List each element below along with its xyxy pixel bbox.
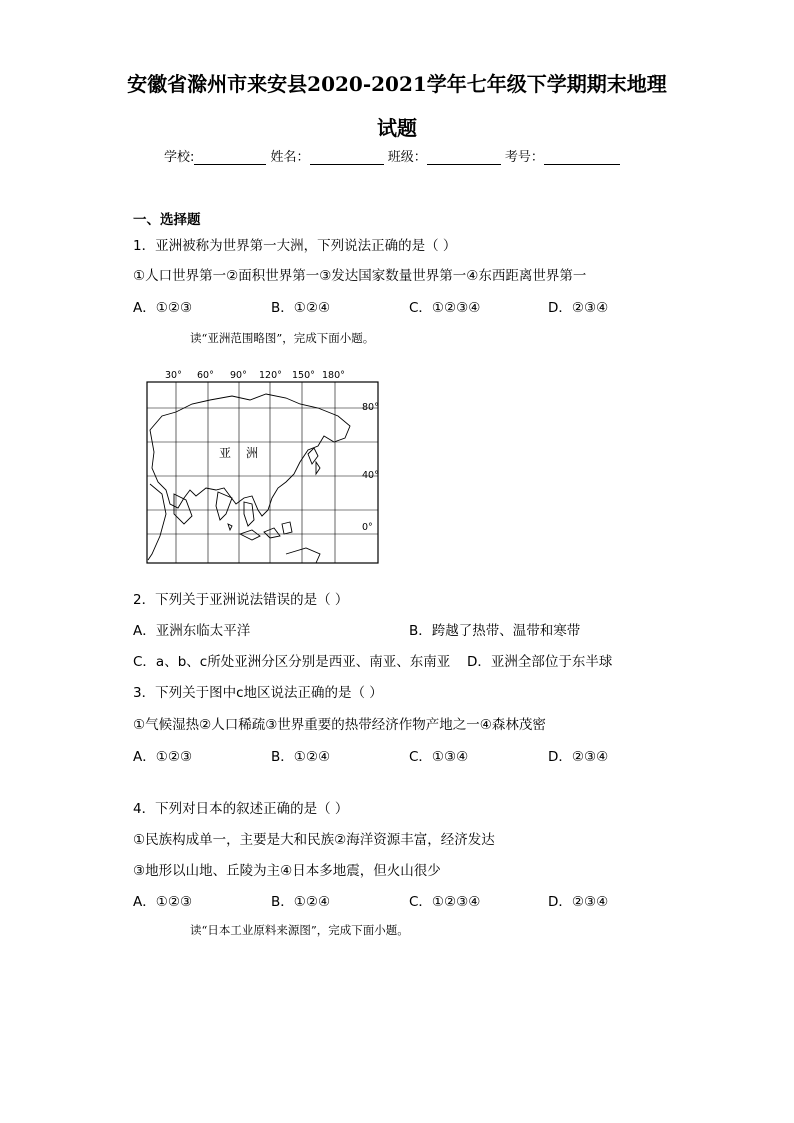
q2-stem: 2．下列关于亚洲说法错误的是（ ） xyxy=(133,592,349,608)
lon-label-60: 60° xyxy=(197,370,214,381)
asia-range-map xyxy=(140,364,385,566)
q1-option-d[interactable]: D．②③④ xyxy=(548,300,609,316)
map-instruction-note: 读“亚洲范围略图”，完成下面小题。 xyxy=(190,331,375,345)
lon-label-180: 180° xyxy=(322,370,345,381)
q4-option-c[interactable]: C．①②③④ xyxy=(409,894,481,910)
class-blank[interactable] xyxy=(427,150,501,165)
student-info-line xyxy=(164,146,620,165)
q2-option-d[interactable]: D．亚洲全部位于东半球 xyxy=(467,654,613,670)
q2-option-a[interactable]: A．亚洲东临太平洋 xyxy=(133,623,251,639)
lon-label-150: 150° xyxy=(292,370,315,381)
q3-option-c[interactable]: C．①③④ xyxy=(409,749,469,765)
q4-option-a[interactable]: A．①②③ xyxy=(133,894,193,910)
q3-statements: ①气候湿热②人口稀疏③世界重要的热带经济作物产地之一④森林茂密 xyxy=(133,717,546,733)
lat-label-0: 0° xyxy=(362,522,373,533)
class-label: 班级： xyxy=(387,150,427,165)
paper-title-line2: 试题 xyxy=(377,116,417,140)
lat-label-80: 80° xyxy=(362,402,379,413)
q1-stem: 1．亚洲被称为世界第一大洲，下列说法正确的是（ ） xyxy=(133,238,457,254)
q4-statements-line2: ③地形以山地、丘陵为主④日本多地震，但火山很少 xyxy=(133,863,441,879)
q2-option-c[interactable]: C．a、b、c所处亚洲分区分别是西亚、南亚、东南亚 xyxy=(133,654,451,670)
asia-char-2: 洲 xyxy=(246,446,259,460)
q3-stem: 3．下列关于图中c地区说法正确的是（ ） xyxy=(133,685,383,701)
q1-statements: ①人口世界第一②面积世界第一③发达国家数量世界第一④东西距离世界第一 xyxy=(133,268,587,284)
paper-title-line1: 安徽省滁州市来安县2020-2021学年七年级下学期期末地理 xyxy=(127,72,667,96)
exam-number-label: 考号： xyxy=(504,150,544,165)
q2-option-b[interactable]: B．跨越了热带、温带和寒带 xyxy=(409,623,581,639)
asia-char-1: 亚 xyxy=(219,446,232,460)
school-label: 学校: xyxy=(164,150,195,165)
q3-option-a[interactable]: A．①②③ xyxy=(133,749,193,765)
longitude-labels xyxy=(165,370,345,381)
q4-statements-line1: ①民族构成单一，主要是大和民族②海洋资源丰富，经济发达 xyxy=(133,832,495,848)
q1-option-c[interactable]: C．①②③④ xyxy=(409,300,481,316)
japan-map-instruction-note: 读“日本工业原料来源图”，完成下面小题。 xyxy=(190,923,409,937)
q4-stem: 4．下列对日本的叙述正确的是（ ） xyxy=(133,801,349,817)
q4-option-d[interactable]: D．②③④ xyxy=(548,894,609,910)
q1-option-b[interactable]: B．①②④ xyxy=(271,300,331,316)
q3-option-b[interactable]: B．①②④ xyxy=(271,749,331,765)
name-blank[interactable] xyxy=(310,150,384,165)
exam-number-blank[interactable] xyxy=(544,150,620,165)
q3-option-d[interactable]: D．②③④ xyxy=(548,749,609,765)
lon-label-30: 30° xyxy=(165,370,182,381)
name-label: 姓名： xyxy=(270,150,310,165)
q4-option-b[interactable]: B．①②④ xyxy=(271,894,331,910)
lat-label-40: 40° xyxy=(362,470,379,481)
q1-option-a[interactable]: A．①②③ xyxy=(133,300,193,316)
section-heading: 一、选择题 xyxy=(133,212,201,228)
lon-label-90: 90° xyxy=(230,370,247,381)
lon-label-120: 120° xyxy=(259,370,282,381)
school-blank[interactable] xyxy=(194,150,266,165)
